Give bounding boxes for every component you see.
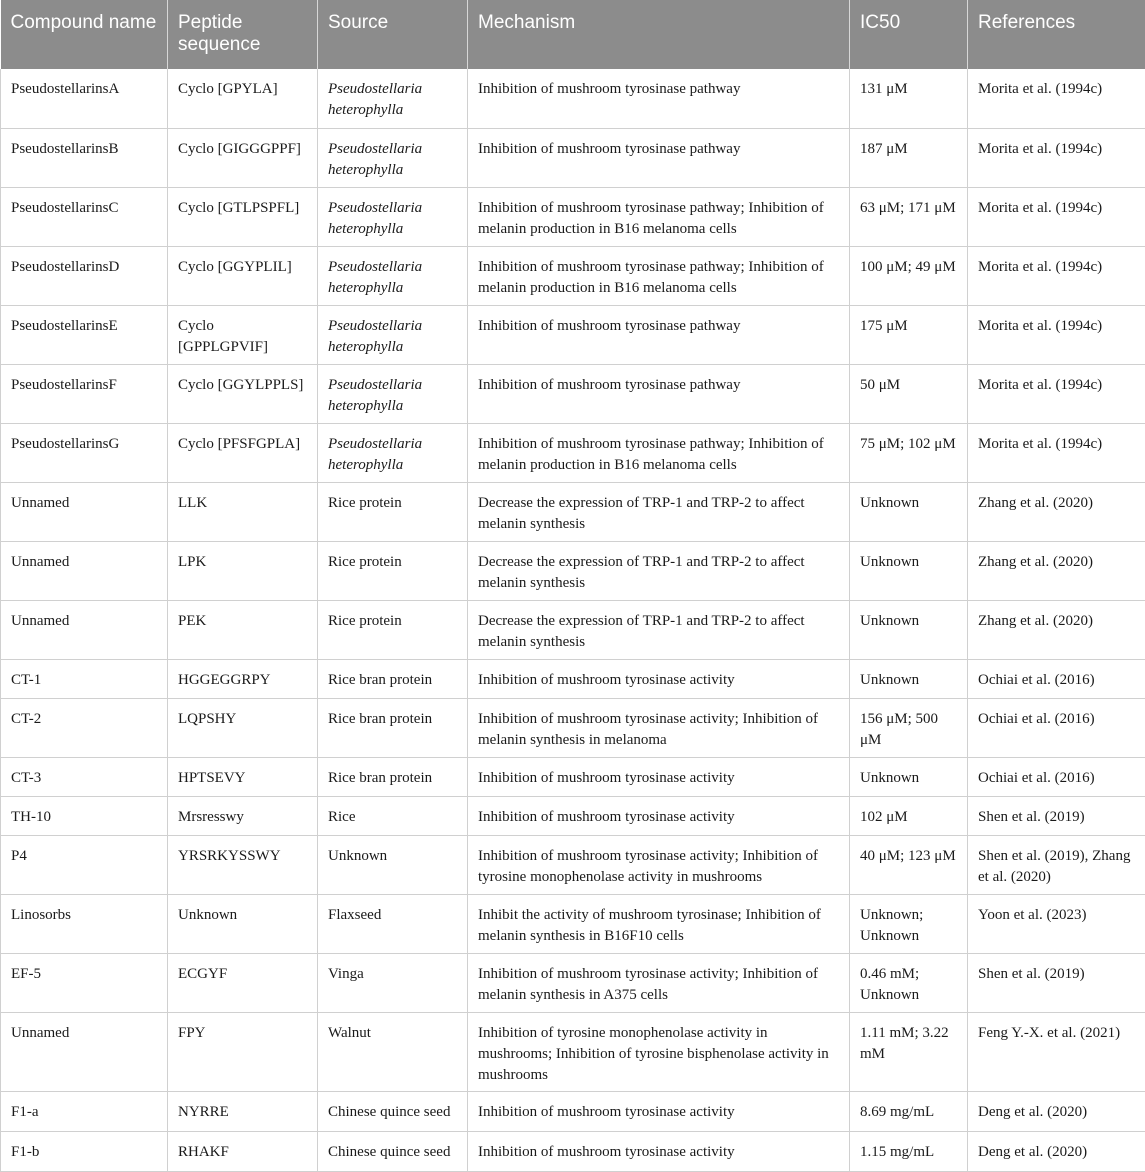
- cell-peptide-sequence: Cyclo [GGYPLIL]: [168, 246, 318, 305]
- cell-compound-name: Unnamed: [1, 482, 168, 541]
- cell-reference: Zhang et al. (2020): [968, 541, 1145, 600]
- cell-peptide-sequence: Cyclo [GPYLA]: [168, 69, 318, 128]
- cell-peptide-sequence: YRSRKYSSWY: [168, 835, 318, 894]
- table-row: [1, 423, 1145, 482]
- cell-peptide-sequence: RHAKF: [168, 1131, 318, 1171]
- cell-compound-name: PseudostellarinsG: [1, 423, 168, 482]
- header-mechanism: Mechanism: [468, 0, 850, 69]
- table-row: [1, 128, 1145, 187]
- cell-ic50: 75 μM; 102 μM: [850, 423, 968, 482]
- cell-reference: Morita et al. (1994c): [968, 364, 1145, 423]
- table-row: [1, 187, 1145, 246]
- cell-source: Walnut: [318, 1012, 468, 1091]
- cell-peptide-sequence: Cyclo [GGYLPPLS]: [168, 364, 318, 423]
- table-row: [1, 659, 1145, 698]
- cell-ic50: Unknown: [850, 541, 968, 600]
- cell-reference: Morita et al. (1994c): [968, 69, 1145, 128]
- cell-compound-name: CT-1: [1, 659, 168, 698]
- table-row: [1, 1131, 1145, 1171]
- cell-compound-name: PseudostellarinsA: [1, 69, 168, 128]
- cell-ic50: Unknown: [850, 600, 968, 659]
- cell-ic50: Unknown; Unknown: [850, 894, 968, 953]
- table-row: [1, 364, 1145, 423]
- cell-ic50: Unknown: [850, 659, 968, 698]
- cell-source: Pseudostellaria heterophylla: [318, 423, 468, 482]
- cell-source: Pseudostellaria heterophylla: [318, 69, 468, 128]
- cell-reference: Morita et al. (1994c): [968, 423, 1145, 482]
- cell-ic50: 1.15 mg/mL: [850, 1131, 968, 1171]
- table-body: [1, 69, 1145, 1171]
- cell-compound-name: PseudostellarinsE: [1, 305, 168, 364]
- cell-source: Pseudostellaria heterophylla: [318, 364, 468, 423]
- table-row: [1, 1012, 1145, 1091]
- cell-ic50: Unknown: [850, 482, 968, 541]
- cell-source: Pseudostellaria heterophylla: [318, 305, 468, 364]
- cell-mechanism: Inhibition of mushroom tyrosinase activity; Inhibition of melanin synthesis in melanoma: [468, 698, 850, 757]
- cell-source: Chinese quince seed: [318, 1091, 468, 1131]
- cell-peptide-sequence: PEK: [168, 600, 318, 659]
- table-row: [1, 953, 1145, 1012]
- cell-peptide-sequence: Cyclo [GPPLGPVIF]: [168, 305, 318, 364]
- cell-mechanism: Inhibition of tyrosine monophenolase activity in mushrooms; Inhibition of tyrosine bisphenolase activity in mushrooms: [468, 1012, 850, 1091]
- cell-compound-name: Linosorbs: [1, 894, 168, 953]
- cell-reference: Deng et al. (2020): [968, 1131, 1145, 1171]
- cell-compound-name: CT-3: [1, 757, 168, 796]
- cell-mechanism: Inhibition of mushroom tyrosinase pathway; Inhibition of melanin production in B16 melanoma cells: [468, 246, 850, 305]
- cell-mechanism: Inhibition of mushroom tyrosinase pathway; Inhibition of melanin production in B16 melanoma cells: [468, 187, 850, 246]
- header-ic50: IC50: [850, 0, 968, 69]
- cell-compound-name: F1-b: [1, 1131, 168, 1171]
- cell-compound-name: Unnamed: [1, 1012, 168, 1091]
- cell-reference: Morita et al. (1994c): [968, 187, 1145, 246]
- cell-ic50: 50 μM: [850, 364, 968, 423]
- header-source: Source: [318, 0, 468, 69]
- header-row: [1, 0, 1145, 69]
- cell-source: Chinese quince seed: [318, 1131, 468, 1171]
- cell-peptide-sequence: FPY: [168, 1012, 318, 1091]
- cell-reference: Zhang et al. (2020): [968, 482, 1145, 541]
- cell-reference: Morita et al. (1994c): [968, 305, 1145, 364]
- cell-source: Rice protein: [318, 541, 468, 600]
- table-row: [1, 796, 1145, 835]
- cell-reference: Ochiai et al. (2016): [968, 757, 1145, 796]
- cell-source: Rice protein: [318, 482, 468, 541]
- table-row: [1, 69, 1145, 128]
- cell-compound-name: PseudostellarinsC: [1, 187, 168, 246]
- cell-mechanism: Inhibition of mushroom tyrosinase pathway: [468, 305, 850, 364]
- cell-reference: Deng et al. (2020): [968, 1091, 1145, 1131]
- cell-mechanism: Decrease the expression of TRP-1 and TRP-2 to affect melanin synthesis: [468, 600, 850, 659]
- table-row: [1, 305, 1145, 364]
- cell-compound-name: CT-2: [1, 698, 168, 757]
- cell-compound-name: PseudostellarinsB: [1, 128, 168, 187]
- cell-reference: Shen et al. (2019): [968, 953, 1145, 1012]
- cell-compound-name: F1-a: [1, 1091, 168, 1131]
- table-header: [1, 0, 1145, 69]
- cell-ic50: 187 μM: [850, 128, 968, 187]
- cell-reference: Zhang et al. (2020): [968, 600, 1145, 659]
- cell-ic50: 100 μM; 49 μM: [850, 246, 968, 305]
- cell-mechanism: Inhibition of mushroom tyrosinase activity; Inhibition of tyrosine monophenolase activity in mushrooms: [468, 835, 850, 894]
- cell-source: Rice protein: [318, 600, 468, 659]
- table-row: [1, 482, 1145, 541]
- cell-reference: Feng Y.-X. et al. (2021): [968, 1012, 1145, 1091]
- cell-peptide-sequence: ECGYF: [168, 953, 318, 1012]
- cell-compound-name: TH-10: [1, 796, 168, 835]
- cell-peptide-sequence: LLK: [168, 482, 318, 541]
- cell-reference: Shen et al. (2019): [968, 796, 1145, 835]
- cell-ic50: 63 μM; 171 μM: [850, 187, 968, 246]
- cell-peptide-sequence: LQPSHY: [168, 698, 318, 757]
- cell-mechanism: Inhibition of mushroom tyrosinase activity: [468, 796, 850, 835]
- cell-mechanism: Inhibition of mushroom tyrosinase activity: [468, 757, 850, 796]
- cell-peptide-sequence: LPK: [168, 541, 318, 600]
- header-peptide-sequence: Peptide sequence: [168, 0, 318, 69]
- cell-peptide-sequence: NYRRE: [168, 1091, 318, 1131]
- cell-mechanism: Inhibition of mushroom tyrosinase pathway: [468, 364, 850, 423]
- cell-reference: Yoon et al. (2023): [968, 894, 1145, 953]
- table-row: [1, 600, 1145, 659]
- table-row: [1, 894, 1145, 953]
- header-references: References: [968, 0, 1145, 69]
- cell-peptide-sequence: HPTSEVY: [168, 757, 318, 796]
- cell-source: Rice: [318, 796, 468, 835]
- cell-ic50: 102 μM: [850, 796, 968, 835]
- cell-source: Rice bran protein: [318, 659, 468, 698]
- table-row: [1, 757, 1145, 796]
- cell-source: Pseudostellaria heterophylla: [318, 246, 468, 305]
- cell-mechanism: Decrease the expression of TRP-1 and TRP-2 to affect melanin synthesis: [468, 541, 850, 600]
- cell-ic50: 8.69 mg/mL: [850, 1091, 968, 1131]
- cell-peptide-sequence: Mrsresswy: [168, 796, 318, 835]
- cell-mechanism: Inhibition of mushroom tyrosinase pathway: [468, 128, 850, 187]
- cell-peptide-sequence: Cyclo [GIGGGPPF]: [168, 128, 318, 187]
- cell-reference: Ochiai et al. (2016): [968, 698, 1145, 757]
- cell-ic50: 156 μM; 500 μM: [850, 698, 968, 757]
- cell-compound-name: PseudostellarinsD: [1, 246, 168, 305]
- cell-mechanism: Inhibit the activity of mushroom tyrosinase; Inhibition of melanin synthesis in B16F10 cells: [468, 894, 850, 953]
- cell-mechanism: Inhibition of mushroom tyrosinase activity: [468, 1131, 850, 1171]
- cell-source: Pseudostellaria heterophylla: [318, 187, 468, 246]
- table-row: [1, 541, 1145, 600]
- cell-compound-name: PseudostellarinsF: [1, 364, 168, 423]
- cell-mechanism: Inhibition of mushroom tyrosinase pathway; Inhibition of melanin production in B16 melanoma cells: [468, 423, 850, 482]
- table-row: [1, 698, 1145, 757]
- cell-ic50: 175 μM: [850, 305, 968, 364]
- cell-reference: Morita et al. (1994c): [968, 246, 1145, 305]
- cell-ic50: 131 μM: [850, 69, 968, 128]
- table-row: [1, 1091, 1145, 1131]
- cell-source: Rice bran protein: [318, 698, 468, 757]
- cell-mechanism: Inhibition of mushroom tyrosinase pathway: [468, 69, 850, 128]
- cell-ic50: 40 μM; 123 μM: [850, 835, 968, 894]
- cell-peptide-sequence: Unknown: [168, 894, 318, 953]
- table-row: [1, 835, 1145, 894]
- cell-source: Unknown: [318, 835, 468, 894]
- cell-ic50: Unknown: [850, 757, 968, 796]
- cell-compound-name: P4: [1, 835, 168, 894]
- cell-reference: Ochiai et al. (2016): [968, 659, 1145, 698]
- cell-ic50: 0.46 mM; Unknown: [850, 953, 968, 1012]
- cell-compound-name: EF-5: [1, 953, 168, 1012]
- cell-source: Flaxseed: [318, 894, 468, 953]
- cell-mechanism: Inhibition of mushroom tyrosinase activity: [468, 1091, 850, 1131]
- cell-peptide-sequence: Cyclo [GTLPSPFL]: [168, 187, 318, 246]
- cell-mechanism: Decrease the expression of TRP-1 and TRP-2 to affect melanin synthesis: [468, 482, 850, 541]
- cell-peptide-sequence: Cyclo [PFSFGPLA]: [168, 423, 318, 482]
- cell-peptide-sequence: HGGEGGRPY: [168, 659, 318, 698]
- cell-source: Vinga: [318, 953, 468, 1012]
- header-compound-name: Compound name: [10, 12, 157, 33]
- cell-reference: Shen et al. (2019), Zhang et al. (2020): [968, 835, 1145, 894]
- table-row: [1, 246, 1145, 305]
- cell-source: Pseudostellaria heterophylla: [318, 128, 468, 187]
- cell-mechanism: Inhibition of mushroom tyrosinase activity: [468, 659, 850, 698]
- cell-reference: Morita et al. (1994c): [968, 128, 1145, 187]
- cell-source: Rice bran protein: [318, 757, 468, 796]
- cell-compound-name: Unnamed: [1, 600, 168, 659]
- cell-mechanism: Inhibition of mushroom tyrosinase activity; Inhibition of melanin synthesis in A375 cells: [468, 953, 850, 1012]
- cell-compound-name: Unnamed: [1, 541, 168, 600]
- cell-ic50: 1.11 mM; 3.22 mM: [850, 1012, 968, 1091]
